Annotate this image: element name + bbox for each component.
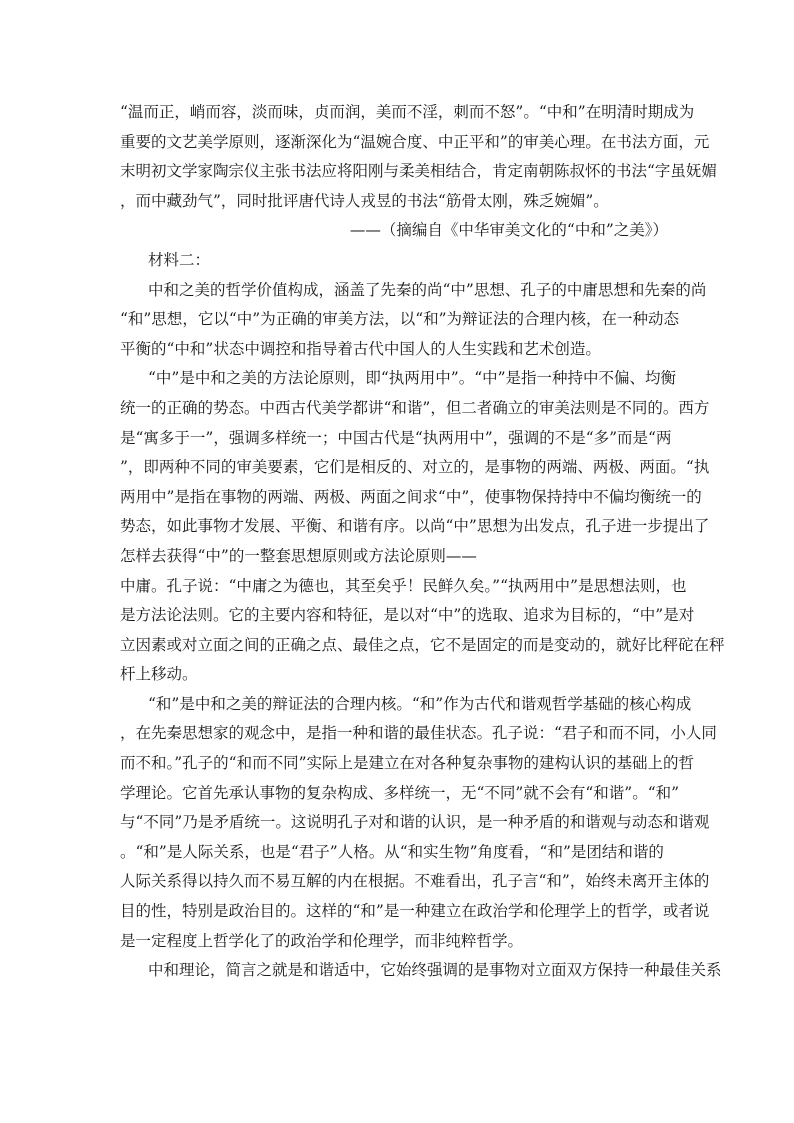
paragraph-3-line-3: 而不和。”孔子的“和而不同”实际上是建立在对各种复杂事物的建构认识的基础上的哲 bbox=[120, 754, 695, 773]
paragraph-1-line-2: “和”思想，它以“中”为正确的审美方法，以“和”为辩证法的合理内核，在一种动态 bbox=[120, 310, 680, 329]
paragraph-2-line-8: 中庸。孔子说：“中庸之为德也，其至矣乎！民鲜久矣。”“执两用中”是思想法则，也 bbox=[120, 576, 687, 595]
section-heading-material-2: 材料二： bbox=[148, 250, 211, 269]
paragraph-2-line-11: 杆上移动。 bbox=[120, 665, 198, 684]
paragraph-3-line-8: 目的性，特别是政治目的。这样的“和”是一种建立在政治学和伦理学上的哲学，或者说 bbox=[120, 902, 710, 921]
paragraph-2-line-6: 势态，如此事物才发展、平衡、和谐有序。以尚“中”思想为出发点，孔子进一步提出了 bbox=[120, 517, 710, 536]
paragraph-1-line-1: 中和之美的哲学价值构成，涵盖了先秦的尚“中”思想、孔子的中庸思想和先秦的尚 bbox=[148, 280, 707, 299]
paragraph-3-line-5: 与“不同”乃是矛盾统一。这说明孔子对和谐的认识，是一种矛盾的和谐观与动态和谐观 bbox=[120, 813, 710, 832]
source-citation: ——（摘编自《中华审美文化的“中和”之美》） bbox=[349, 221, 668, 240]
paragraph-3-line-7: 人际关系得以持久而不易互解的内在根据。不难看出，孔子言“和”，始终未离开主体的 bbox=[120, 872, 710, 891]
paragraph-2-line-5: 两用中”是指在事物的两端、两极、两面之间求“中”，使事物保持持中不偏均衡统一的 bbox=[120, 487, 702, 506]
paragraph-2-line-7: 怎样去获得“中”的一整套思想原则或方法论原则—— bbox=[120, 546, 477, 565]
text-line-1: “温而正，峭而容，淡而味，贞而润，美而不淫，刺而不怒”。“中和”在明清时期成为 bbox=[120, 103, 695, 121]
paragraph-3-line-4: 学理论。它首先承认事物的复杂构成、多样统一，无“不同”就不会有“和谐”。“和” bbox=[120, 783, 680, 802]
paragraph-2-line-3: 是“寓多于一”，强调多样统一；中国古代是“执两用中”，强调的不是“多”而是“两 bbox=[120, 428, 672, 447]
paragraph-3-line-9: 是一定程度上哲学化了的政治学和伦理学，而非纯粹哲学。 bbox=[120, 931, 524, 950]
document-page bbox=[120, 98, 725, 986]
paragraph-3-line-6: 。“和”是人际关系，也是“君子”人格。从“和实生物”角度看，“和”是团结和谐的 bbox=[120, 842, 664, 861]
text-line-2: 重要的文艺美学原则，逐渐深化为“温婉合度、中正平和”的审美心理。在书法方面，元 bbox=[120, 132, 710, 151]
paragraph-2-line-4: ”，即两种不同的审美要素，它们是相反的、对立的，是事物的两端、两极、两面。“执 bbox=[120, 458, 710, 477]
paragraph-1-line-3: 平衡的“中和”状态中调控和指导着古代中国人的人生实践和艺术创造。 bbox=[120, 339, 601, 358]
paragraph-2-line-10: 立因素或对立面之间的正确之点、最佳之点，它不是固定的而是变动的，就好比秤砣在秤 bbox=[120, 635, 725, 654]
paragraph-2-line-9: 是方法论法则。它的主要内容和特征，是以对“中”的选取、追求为目标的，“中”是对 bbox=[120, 606, 695, 625]
paragraph-4-line-1: 中和理论，简言之就是和谐适中，它始终强调的是事物对立面双方保持一种最佳关系 bbox=[148, 961, 722, 980]
paragraph-2-line-2: 统一的正确的势态。中西古代美学都讲“和谐”，但二者确立的审美法则是不同的。西方 bbox=[120, 398, 710, 417]
paragraph-2-line-1: “中”是中和之美的方法论原则，即“执两用中”。“中”是指一种持中不偏、均衡 bbox=[148, 369, 677, 388]
text-line-4: ，而中藏劲气”，同时批评唐代诗人戎昱的书法“筋骨太刚，殊乏婉媚”。 bbox=[120, 191, 609, 210]
paragraph-3-line-2: ，在先秦思想家的观念中，是指一种和谐的最佳状态。孔子说：“君子和而不同，小人同 bbox=[120, 724, 717, 743]
paragraph-3-line-1: “和”是中和之美的辩证法的合理内核。“和”作为古代和谐观哲学基础的核心构成 bbox=[148, 694, 692, 713]
text-line-3: 末明初文学家陶宗仪主张书法应将阳刚与柔美相结合，肯定南朝陈叔怀的书法“字虽妩媚 bbox=[120, 162, 717, 181]
